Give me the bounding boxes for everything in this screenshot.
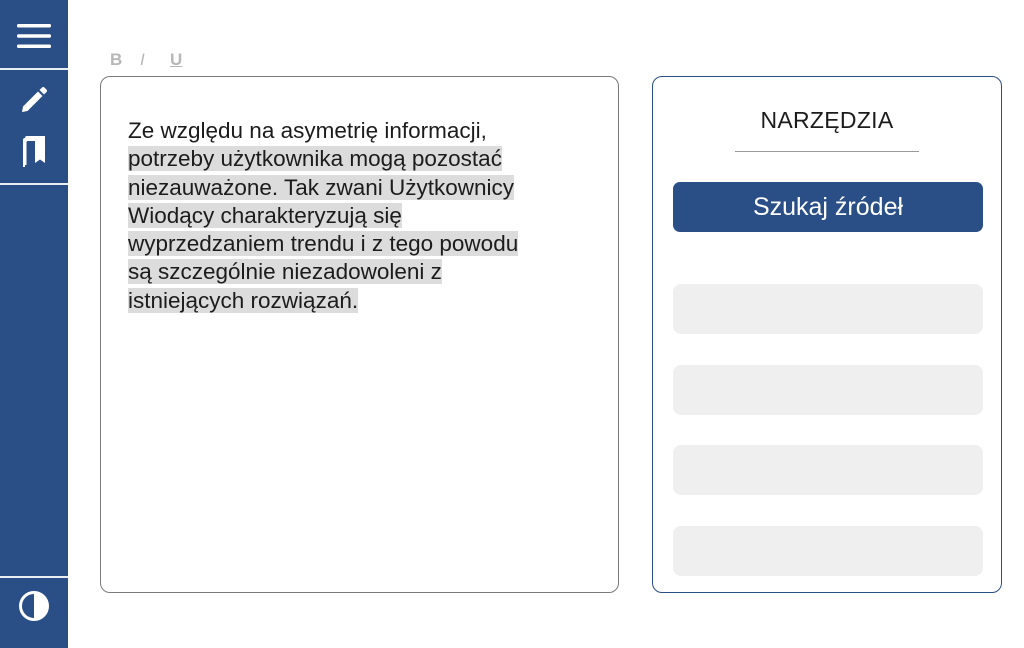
pencil-icon bbox=[19, 85, 49, 115]
highlighted-text: istniejących rozwiązań. bbox=[128, 287, 359, 313]
menu-button[interactable] bbox=[0, 14, 68, 58]
panel-title-divider bbox=[735, 151, 919, 152]
result-placeholder bbox=[673, 526, 983, 576]
editor-line bbox=[128, 230, 598, 258]
highlighted-text: niezauważone. Tak zwani Użytkownicy bbox=[128, 174, 515, 200]
bookmarks-button[interactable] bbox=[0, 132, 68, 172]
result-placeholder bbox=[673, 445, 983, 495]
editor-line bbox=[128, 258, 598, 286]
sidebar-divider-middle bbox=[0, 183, 68, 185]
bookmark-icon bbox=[21, 135, 47, 169]
search-sources-button[interactable]: Szukaj źródeł bbox=[673, 182, 983, 232]
editor-line-text: Ze względu na asymetrię informacji, bbox=[128, 118, 487, 143]
result-placeholder bbox=[673, 284, 983, 334]
sidebar-divider-top bbox=[0, 68, 68, 70]
highlighted-text: potrzeby użytkownika mogą pozostać bbox=[128, 146, 502, 172]
contrast-icon bbox=[18, 590, 50, 622]
highlighted-text: są szczególnie niezadowoleni z bbox=[128, 259, 442, 285]
editor-line bbox=[128, 202, 598, 230]
contrast-toggle-button[interactable] bbox=[0, 584, 68, 628]
editor-line bbox=[128, 145, 598, 173]
edit-button[interactable] bbox=[0, 82, 68, 118]
highlighted-text: wyprzedzaniem trendu i z tego powodu bbox=[128, 231, 519, 257]
result-placeholder bbox=[673, 365, 983, 415]
text-editor[interactable] bbox=[100, 76, 619, 593]
editor-line bbox=[128, 287, 598, 315]
panel-title: NARZĘDZIA bbox=[760, 107, 894, 133]
sidebar-divider-bottom bbox=[0, 576, 68, 578]
tools-panel bbox=[652, 76, 1002, 593]
editor-line bbox=[128, 174, 598, 202]
editor-content bbox=[128, 117, 598, 315]
menu-icon bbox=[17, 23, 51, 49]
highlighted-text: Wiodący charakteryzują się bbox=[128, 202, 402, 228]
sidebar bbox=[0, 0, 68, 648]
italic-button[interactable]: I bbox=[140, 50, 145, 69]
bold-button[interactable]: B bbox=[110, 50, 123, 69]
editor-line bbox=[128, 117, 598, 145]
underline-button[interactable]: U bbox=[170, 50, 183, 69]
